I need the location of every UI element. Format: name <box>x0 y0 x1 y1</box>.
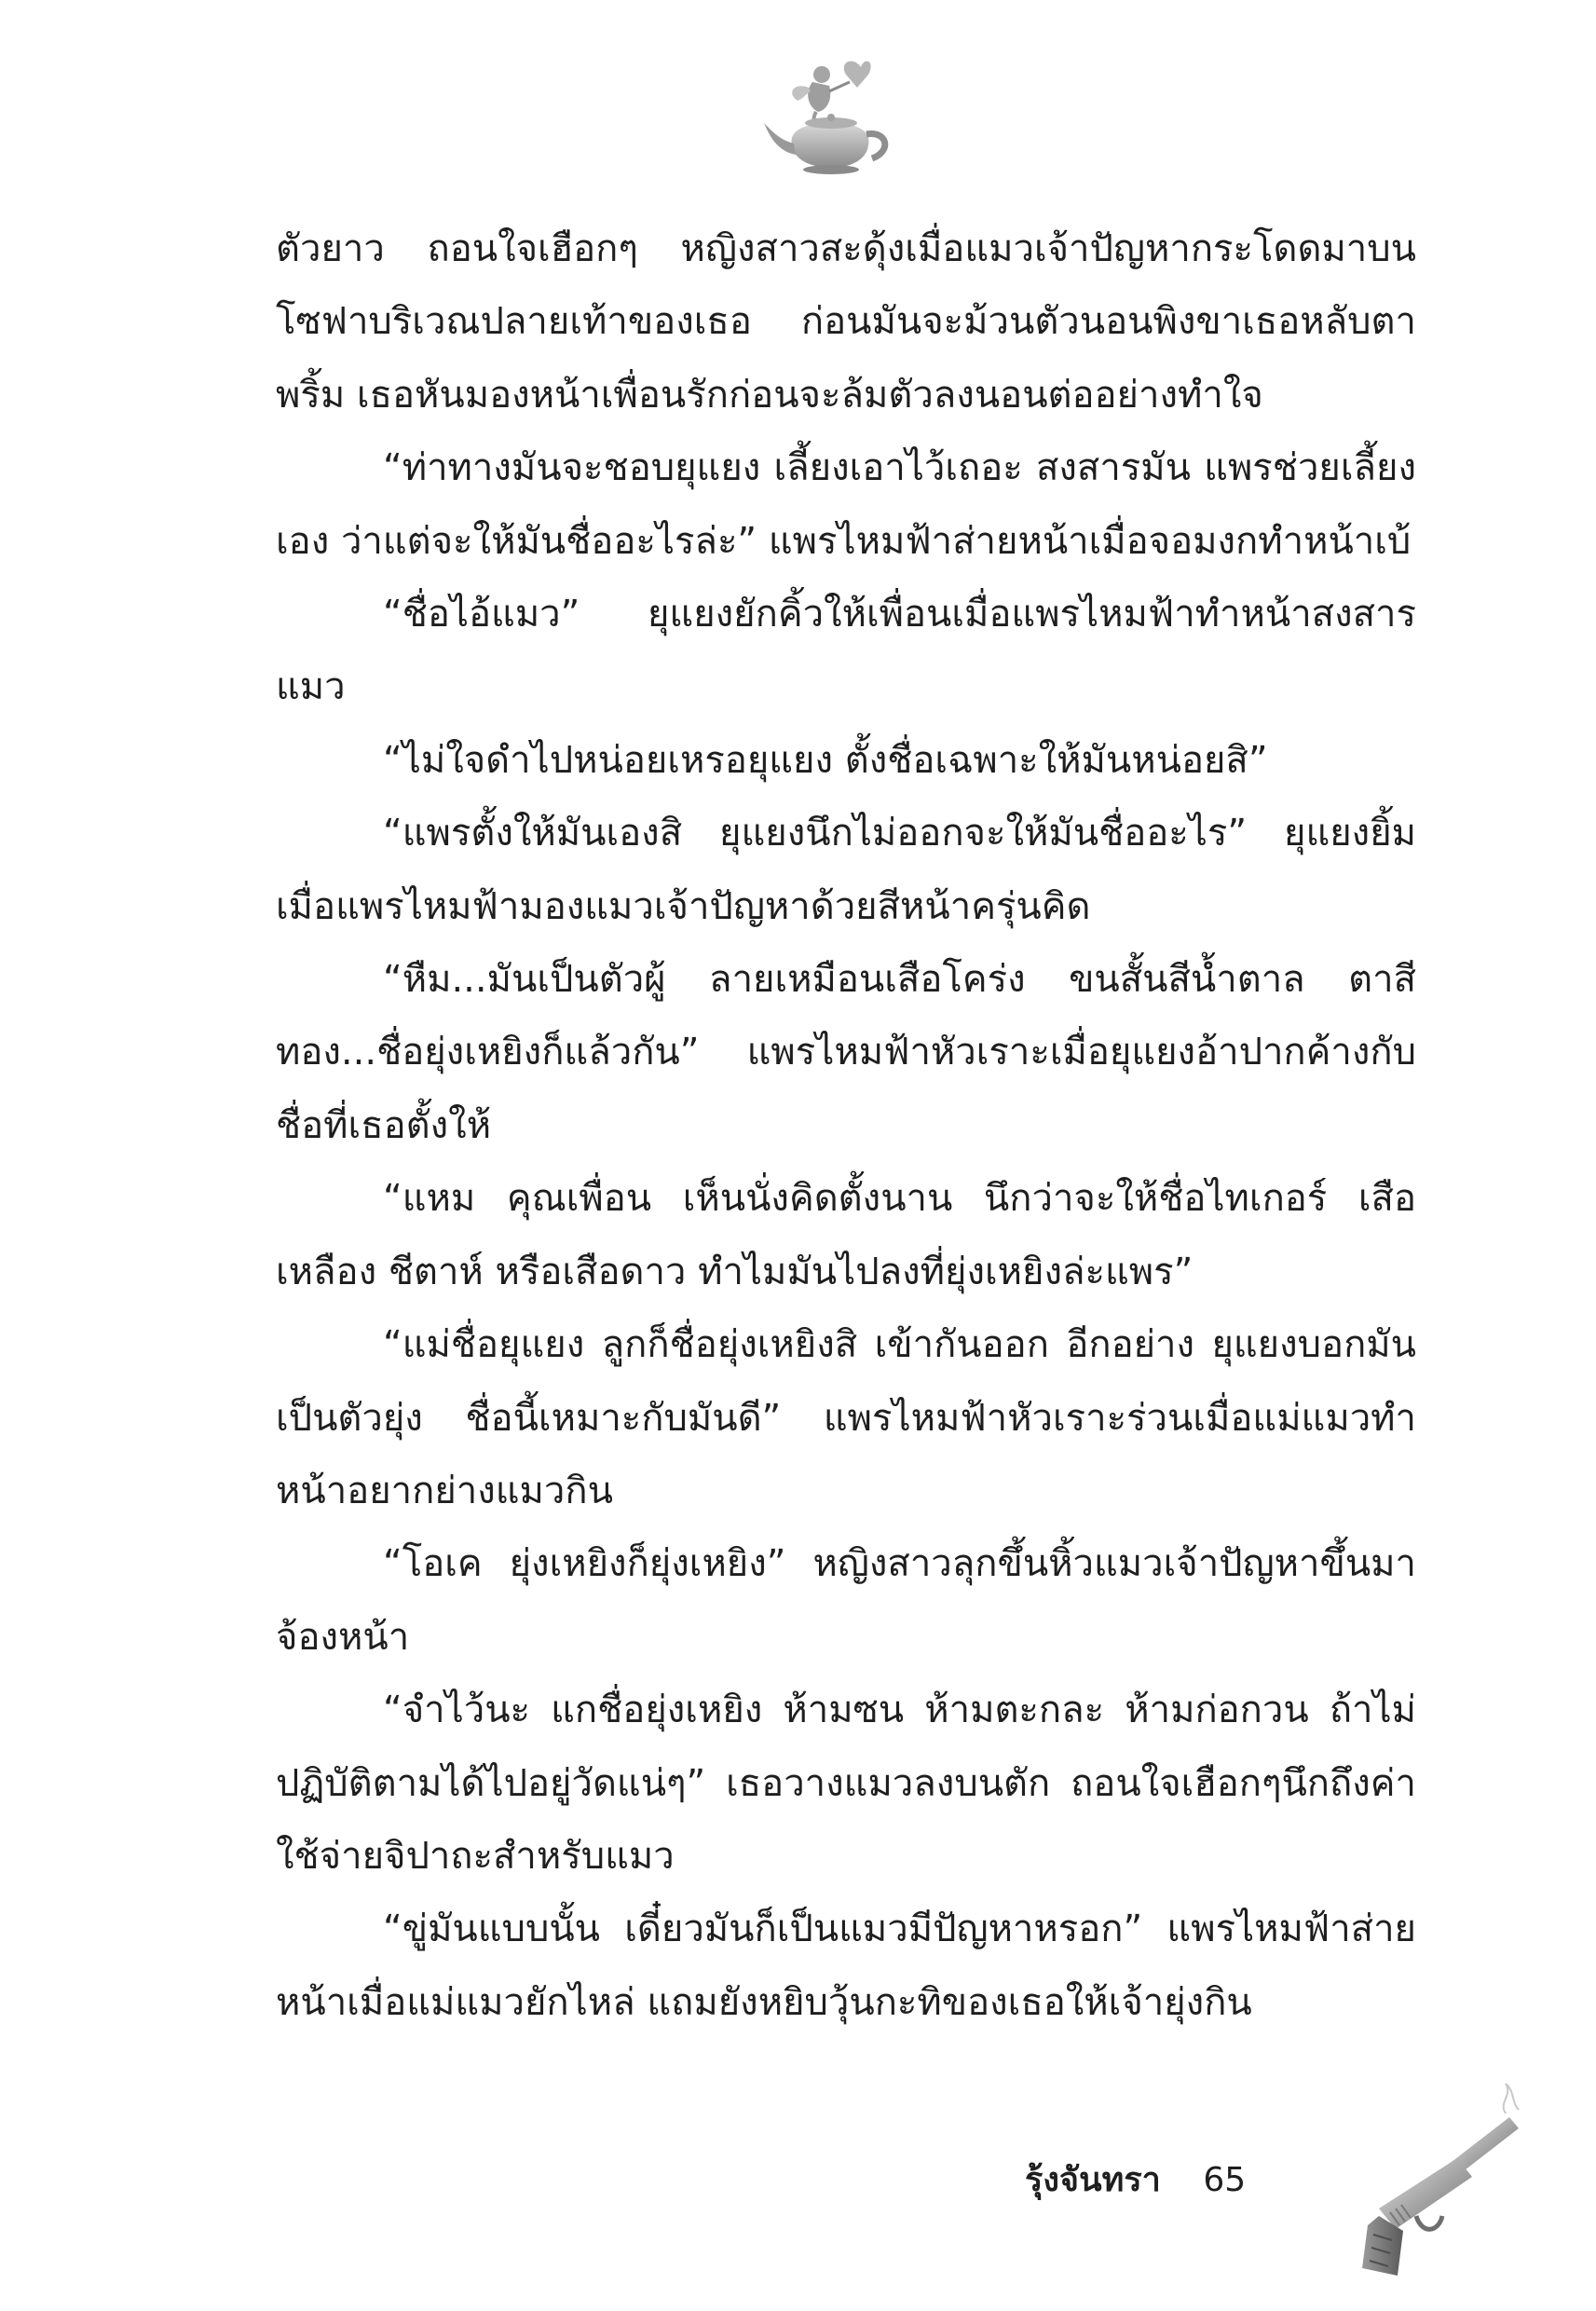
paragraph: “จำไว้นะ แกชื่อยุ่งเหยิง ห้ามซน ห้ามตะกละ ห้ามก่อกวน ถ้าไม่ปฏิบัติตามได้ไปอยู่วัดแน่ๆ” เธอวางแมวลงบนตัก ถอนใจเฮือกๆนึกถึงค่าใช้จ่ายจิปาถะสำหรับแมว <box>276 1689 1416 1878</box>
paragraph: “โอเค ยุ่งเหยิงก็ยุ่งเหยิง” หญิงสาวลุกขึ้นหิ้วแมวเจ้าปัญหาขึ้นมาจ้องหน้า <box>276 1542 1416 1659</box>
paragraph: “ขู่มันแบบนั้น เดี๋ยวมันก็เป็นแมวมีปัญหาหรอก” แพรไหมฟ้าส่ายหน้าเมื่อแม่แมวยักไหล่ แถมยังหยิบวุ้นกะทิของเธอให้เจ้ายุ่งกิน <box>276 1908 1416 2024</box>
page-number: 65 <box>1203 2161 1247 2199</box>
paragraph: “ชื่อไอ้แมว” ยุแยงยักคิ้วให้เพื่อนเมื่อแพรไหมฟ้าทำหน้าสงสารแมว <box>276 593 1416 709</box>
paragraph: ตัวยาว ถอนใจเฮือกๆ หญิงสาวสะดุ้งเมื่อแมวเจ้าปัญหากระโดดมาบน โซฟาบริเวณปลายเท้าของเธอ ก่อนมันจะม้วนตัวนอนพิงขาเธอหลับตาพริ้ม เธอหันมองหน้าเพื่อนรักก่อนจะล้มตัวลงนอนต่ออย่างทำใจ <box>276 227 1416 417</box>
book-title: รุ้งจันทรา <box>1025 2161 1161 2199</box>
paragraph: “หืม...มันเป็นตัวผู้ ลายเหมือนเสือโคร่ง ขนสั้นสีน้ำตาล ตาสีทอง...ชื่อยุ่งเหยิงก็แล้วกัน” แพรไหมฟ้าหัวเราะเมื่อยุแยงอ้าปากค้างกับชื่อที่เธอตั้งให้ <box>276 958 1416 1147</box>
page-footer <box>1025 2153 1342 2208</box>
paragraph: “แพรตั้งให้มันเองสิ ยุแยงนึกไม่ออกจะให้มันชื่ออะไร” ยุแยงยิ้มเมื่อแพรไหมฟ้ามองแมวเจ้าปัญหาด้วยสีหน้าครุ่นคิด <box>276 812 1416 928</box>
paragraph: “ท่าทางมันจะชอบยุแยง เลี้ยงเอาไว้เถอะ สงสารมัน แพรช่วยเลี้ยงเอง ว่าแต่จะให้มันชื่ออะไรล่ะ” แพรไหมฟ้าส่ายหน้าเมื่อจอมงกทำหน้าเบ้ <box>276 446 1416 563</box>
body-text <box>276 212 1416 2039</box>
pistol-ornament-icon <box>1342 2076 1537 2281</box>
paragraph: “แหม คุณเพื่อน เห็นนั่งคิดตั้งนาน นึกว่าจะให้ชื่อไทเกอร์ เสือเหลือง ชีตาห์ หรือเสือดาว ทำไมมันไปลงที่ยุ่งเหยิงล่ะแพร” <box>276 1177 1416 1293</box>
teapot-ornament-icon <box>757 54 906 185</box>
paragraph: “ไม่ใจดำไปหน่อยเหรอยุแยง ตั้งชื่อเฉพาะให้มันหน่อยสิ” <box>383 738 1268 782</box>
paragraph: “แม่ชื่อยุแยง ลูกก็ชื่อยุ่งเหยิงสิ เข้ากันออก อีกอย่าง ยุแยงบอกมันเป็นตัวยุ่ง ชื่อนี้เหมาะกับมันดี” แพรไหมฟ้าหัวเราะร่วนเมื่อแม่แมวทำหน้าอยากย่างแมวกิน <box>276 1323 1416 1512</box>
